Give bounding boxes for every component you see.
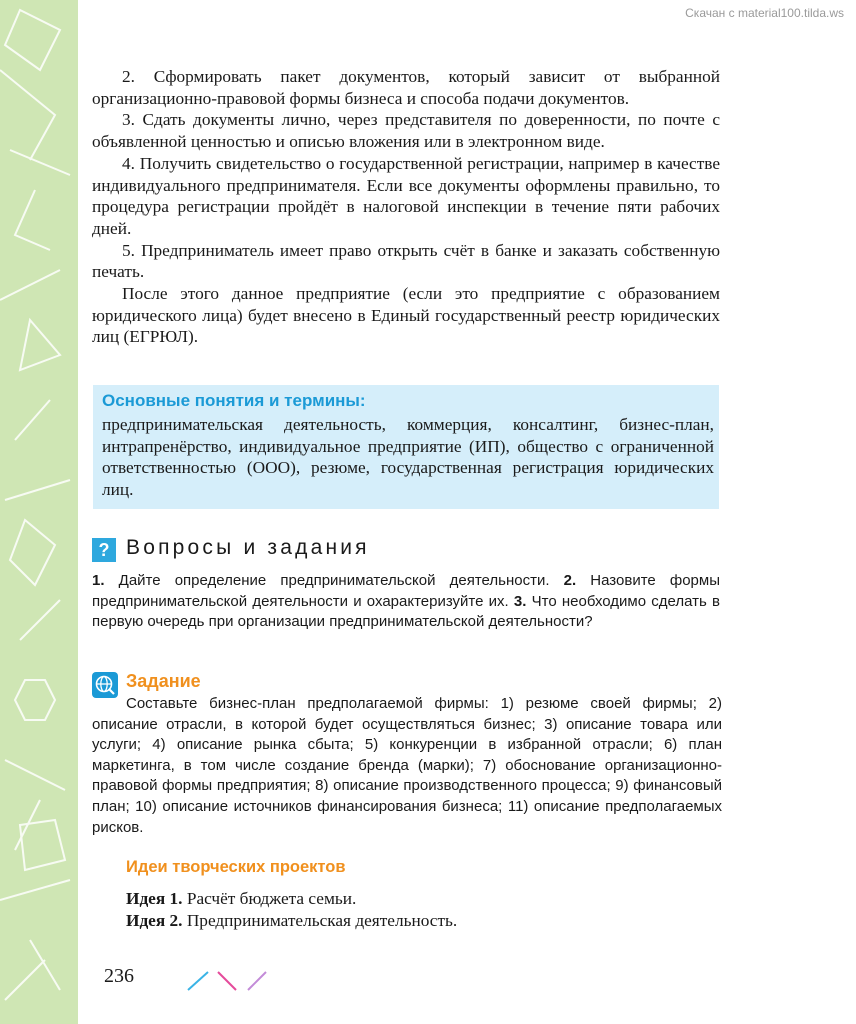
idea-text: Предпринимательская деятельность. [186,911,458,930]
question-number: 3. [513,592,527,610]
paragraph-step-3: 3. Сдать документы лично, через представителя по доверенности, по почте с объявленной ценностью и описью вложения или в электронном виде. [92,110,720,152]
questions-text [92,571,720,633]
question-number: 2. [563,572,577,589]
question-number: 1. [92,572,105,589]
idea-text: Расчёт бюджета семьи. [186,889,357,908]
sidebar-decoration [0,0,78,1024]
paragraph-step-2: 2. Сформировать пакет документов, который зависит от выбранной организационно-правовой формы бизнеса и способа подачи документов. [92,67,720,108]
question-text: Назовите формы предпринимательской деятельности и охарактеризуйте их. [92,572,720,610]
slash-decoration-icon [186,966,276,992]
project-ideas-heading: Идеи творческих проектов [126,858,346,876]
idea-label: Идея 2. [126,911,183,930]
key-terms-title: Основные понятия и термины: [102,391,366,410]
key-terms-box [93,385,719,509]
question-text: Дайте определение предпринимательской деятельности. [118,572,550,589]
paragraph-step-5: 5. Предприниматель имеет право открыть счёт в банке и заказать собственную печать. [92,240,720,282]
idea-item [126,911,457,931]
paragraph-step-4: 4. Получить свидетельство о государственной регистрации, например в качестве индивидуального предпринимателя. Если все документы оформлены правильно, то процедура регистрации пройдёт в налоговой инспекции в течение пяти рабочих дней. [92,153,720,238]
geometric-pattern-icon [0,0,78,1024]
paragraph-conclusion: После этого данное предприятие (если это предприятие с образованием юридического лица) будет внесено в Единый государственный реестр юридических лиц (ЕГРЮЛ). [92,284,720,347]
page-number: 236 [104,965,134,987]
task-heading: Задание [126,671,201,691]
idea-label: Идея 1. [126,889,183,908]
question-mark-icon: ? [92,538,116,562]
questions-heading: Вопросы и задания [126,536,370,559]
task-text: Составьте бизнес-план предполагаемой фирмы: 1) резюме своей фирмы; 2) описание отрасли, в которой будет осуществляться бизнес; 3) описание товара или услуги; 4) описание рынка сбыта; 5) конкуренции в избранной отрасли; 6) план маркетинга, в том числе создание бренда (марки); 7) обоснование организационно-правовой формы предприятия; 8) описание производственного процесса; 9) финансовый план; 10) описание источников финансирования бизнеса; 11) описание предполагаемых рисков. [92,695,722,836]
body-text [92,66,720,348]
idea-item [126,889,356,909]
download-watermark: Скачан с material100.tilda.ws [685,6,844,20]
key-terms-text: предпринимательская деятельность, коммерция, консалтинг, бизнес-план, интрапренёрство, индивидуальное предприятие (ИП), общество с ограниченной ответственностью (ООО), резюме, государственная регистрация юридических лиц. [102,415,714,499]
question-text: Что необходимо сделать в первую очередь при организации предпринимательской деятельности? [92,592,720,631]
